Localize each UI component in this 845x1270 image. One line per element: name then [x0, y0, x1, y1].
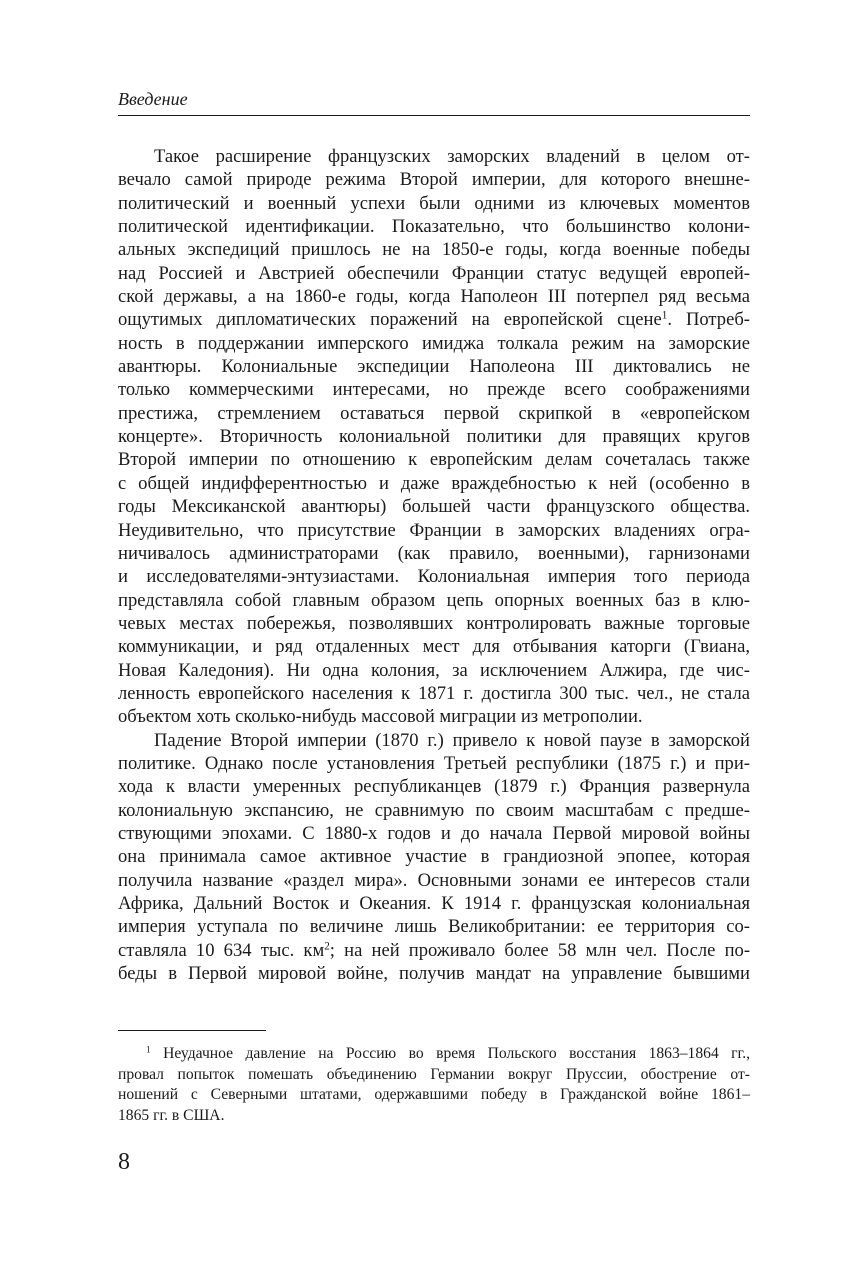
running-header: Введение [118, 89, 188, 109]
header-divider [118, 115, 750, 116]
text-line: ствующими эпохами. С 1880-х годов и до начала Первой мировой войны [118, 822, 750, 844]
text-line-with-note [118, 308, 750, 331]
text-line: Второй империи по отношению к европейским делам сочеталась также [118, 449, 750, 471]
text-fragment: Неудачное давление на Россию во время Польского восстания 1863–1864 гг., [163, 1045, 750, 1062]
text-line: ленность европейского населения к 1871 г. достигла 300 тыс. чел., не стала [118, 682, 750, 704]
footnote-line: 1865 гг. в США. [118, 1106, 225, 1124]
footnote-divider [118, 1030, 266, 1031]
text-line: авантюры. Колониальные экспедиции Наполеона III диктовались не [118, 356, 750, 378]
text-line: объектом хоть сколько-нибудь массовой миграции из метрополии. [118, 706, 643, 728]
text-line: Африка, Дальний Восток и Океания. К 1914 г. французская колониальная [118, 893, 750, 914]
text-line: получила название «раздел мира». Основными зонами ее интересов стали [118, 869, 750, 891]
text-fragment: ставляла 10 634 тыс. км [118, 939, 325, 961]
superscript: 2 [324, 940, 330, 952]
page-number: 8 [118, 1149, 130, 1175]
text-line: концерте». Вторичность колониальной политики для правящих кругов [118, 426, 750, 448]
text-line: над Россией и Австрией обеспечили Франции статус ведущей европей- [118, 262, 750, 284]
text-line: годы Мексиканской авантюры) большей части французского общества. [118, 496, 750, 518]
text-line: политике. Однако после установления Третьей республики (1875 г.) и при- [118, 752, 750, 774]
text-line: Неудивительно, что присутствие Франции в заморских владениях огра- [118, 519, 750, 541]
text-line: чевых местах побережья, позволявших контролировать важные торговые [118, 612, 750, 634]
text-line: престижа, стремлением оставаться первой скрипкой в «европейском [118, 402, 750, 424]
text-line: и исследователями-энтузиастами. Колониальная империя того периода [118, 566, 750, 588]
text-line: колониальную экспансию, не сравнимую по своим масштабам с предше- [118, 799, 750, 821]
text-line: она принимала самое активное участие в грандиозной эпопее, которая [118, 846, 750, 868]
text-line: только коммерческими интересами, но прежде всего соображениями [118, 379, 750, 401]
text-line: хода к власти умеренных республиканцев (1879 г.) Франция развернула [118, 776, 750, 798]
text-line-with-superscript [118, 939, 750, 962]
main-text [118, 145, 750, 985]
text-line: представляла собой главным образом цепь опорных военных баз в клю- [118, 589, 750, 611]
text-line: коммуникации, и ряд отдаленных мест для отбывания каторги (Гвиана, [118, 636, 750, 658]
text-line: беды в Первой мировой войне, получив мандат на управление бывшими [118, 963, 750, 985]
text-line: политический и военный успехи были одними из ключевых моментов [118, 192, 750, 214]
footnote-line: провал попыток помешать объединению Германии вокруг Пруссии, обострение от- [118, 1065, 750, 1083]
text-line: империя уступала по величине лишь Великобритании: ее территория со- [118, 916, 750, 938]
footnote-reference[interactable]: 1 [661, 309, 668, 322]
text-fragment: ; на ней проживало более 58 млн чел. После по- [329, 939, 751, 961]
footnote-line [118, 1044, 750, 1065]
footnote-marker: 1 [146, 1045, 151, 1056]
text-fragment: ощутимых дипломатических поражений на европейской сцене [118, 309, 662, 331]
footnote [118, 1044, 750, 1126]
text-line: альных экспедиций пришлось не на 1850-е годы, когда военные победы [118, 239, 750, 261]
text-fragment: . Потреб- [667, 309, 750, 331]
text-line: вечало самой природе режима Второй империи, для которого внешне- [118, 169, 750, 191]
text-line: ской державы, а на 1860-е годы, когда Наполеон III потерпел ряд весьма [118, 286, 750, 308]
text-line: Падение Второй империи (1870 г.) привело к новой паузе в заморской [154, 729, 750, 751]
text-line: Новая Каледония). Ни одна колония, за исключением Алжира, где чис- [118, 659, 750, 681]
text-line: ность в поддержании имперского имиджа толкала режим на заморские [118, 332, 750, 354]
text-line: политической идентификации. Показательно, что большинство колони- [118, 216, 750, 238]
text-line: Такое расширение французских заморских владений в целом от- [154, 146, 750, 167]
footnote-line: ношений с Северными штатами, одержавшими победу в Гражданской войне 1861– [118, 1086, 750, 1103]
text-line: с общей индифферентностью и даже враждебностью к ней (особенно в [118, 472, 750, 494]
text-line: ничивалось администраторами (как правило, военными), гарнизонами [118, 542, 750, 564]
